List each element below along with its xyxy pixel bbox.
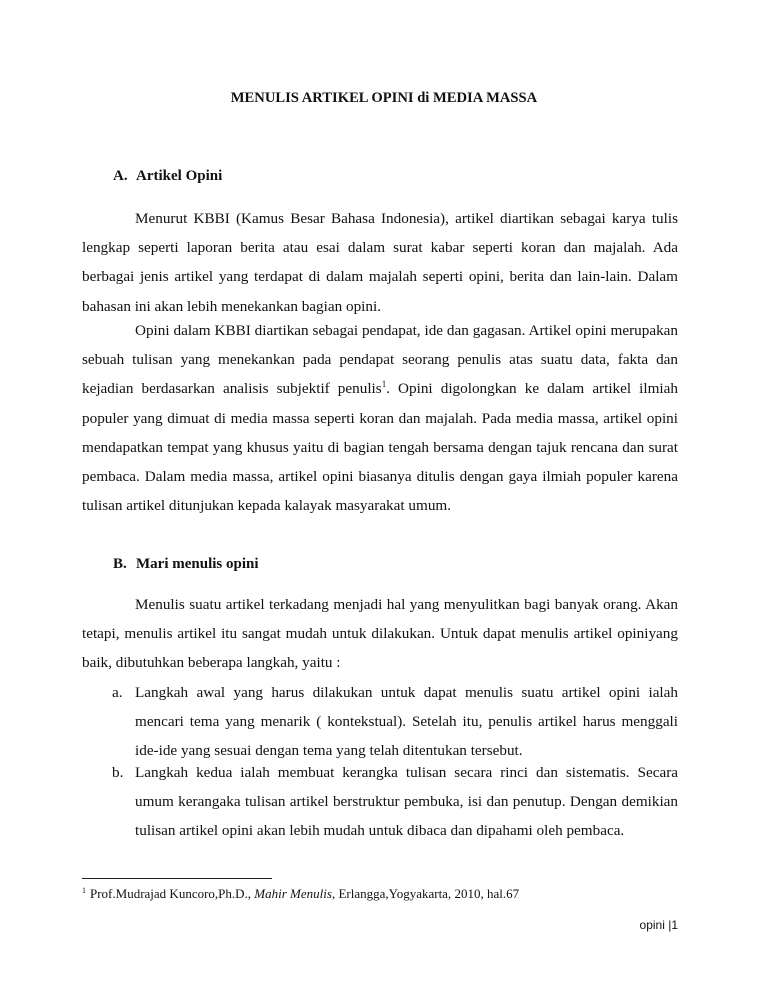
footnote-publication: , Erlangga,Yogyakarta, 2010, hal.67 xyxy=(331,886,520,901)
section-b-paragraph-1: Menulis suatu artikel terkadang menjadi hal yang menyulitkan bagi banyak orang. Akan tetapi, menulis artikel itu sangat mudah untuk dilakukan. Untuk dapat menulis artikel opiniyang baik, dibutuhkan beberapa langkah, yaitu : xyxy=(82,596,678,672)
list-item-b-text: Langkah kedua ialah membuat kerangka tulisan secara rinci dan sistematis. Secara umum kerangaka tulisan artikel berstruktur pembuka, isi dan penutup. Dengan demikian tulisan artikel opini akan lebih mudah untuk dibaca dan dipahami oleh pembaca. xyxy=(135,764,678,840)
document-title: MENULIS ARTIKEL OPINI di MEDIA MASSA xyxy=(230,90,538,106)
section-a-paragraph-2 xyxy=(82,316,678,520)
section-b-title: Mari menulis opini xyxy=(136,556,259,572)
footnote-number: 1 xyxy=(82,885,86,895)
footnote-author: Prof.Mudrajad Kuncoro,Ph.D., xyxy=(90,886,255,901)
footnote-separator xyxy=(82,878,272,879)
list-marker-a: a. xyxy=(112,684,123,701)
section-b-heading xyxy=(113,556,259,573)
section-a-letter: A. xyxy=(113,168,128,184)
footnote-reference: 1 xyxy=(381,379,387,390)
footnote xyxy=(82,886,682,902)
list-item-b xyxy=(82,758,678,846)
paragraph-2-text-end: . Opini digolongkan ke dalam artikel ilmiah populer yang dimuat di media massa seperti koran dan majalah. Pada media massa, artikel opini mendapatkan tempat yang khusus yaitu di bagian tengah bersama dengan tajuk rencana dan surat pembaca. Dalam media massa, artikel opini biasanya ditulis dengan gaya ilmiah populer karena tulisan artikel ditunjukan kepada kalayak masyarakat umum. xyxy=(82,380,678,515)
section-b-letter: B. xyxy=(113,556,127,572)
section-a-paragraph-1: Menurut KBBI (Kamus Besar Bahasa Indonesia), artikel diartikan sebagai karya tulis lengkap seperti laporan berita atau esai dalam surat kabar seperti koran dan majalah. Ada berbagai jenis artikel yang terdapat di dalam majalah seperti opini, berita dan lain-lain. Dalam bahasan ini akan lebih menekankan bagian opini. xyxy=(82,210,678,315)
footnote-book-title: Mahir Menulis xyxy=(254,886,332,901)
paragraph-2-text-start: Opini dalam KBBI diartikan sebagai pendapat, ide dan gagasan. Artikel opini merupakan sebuah tulisan yang menekankan pada pendapat seorang penulis atas suatu data, fakta dan kejadian berdasarkan analisis subjektif penulis xyxy=(82,322,678,398)
section-a-title: Artikel Opini xyxy=(136,168,223,184)
list-item-a xyxy=(82,678,678,766)
list-item-a-text: Langkah awal yang harus dilakukan untuk dapat menulis suatu artikel opini ialah mencari tema yang menarik ( kontekstual). Setelah itu, penulis artikel harus menggali ide-ide yang sesuai dengan tema yang telah ditentukan tersebut. xyxy=(135,684,678,760)
section-a-heading xyxy=(113,168,222,185)
list-marker-b: b. xyxy=(112,764,124,781)
page-number: opini |1 xyxy=(639,918,678,932)
